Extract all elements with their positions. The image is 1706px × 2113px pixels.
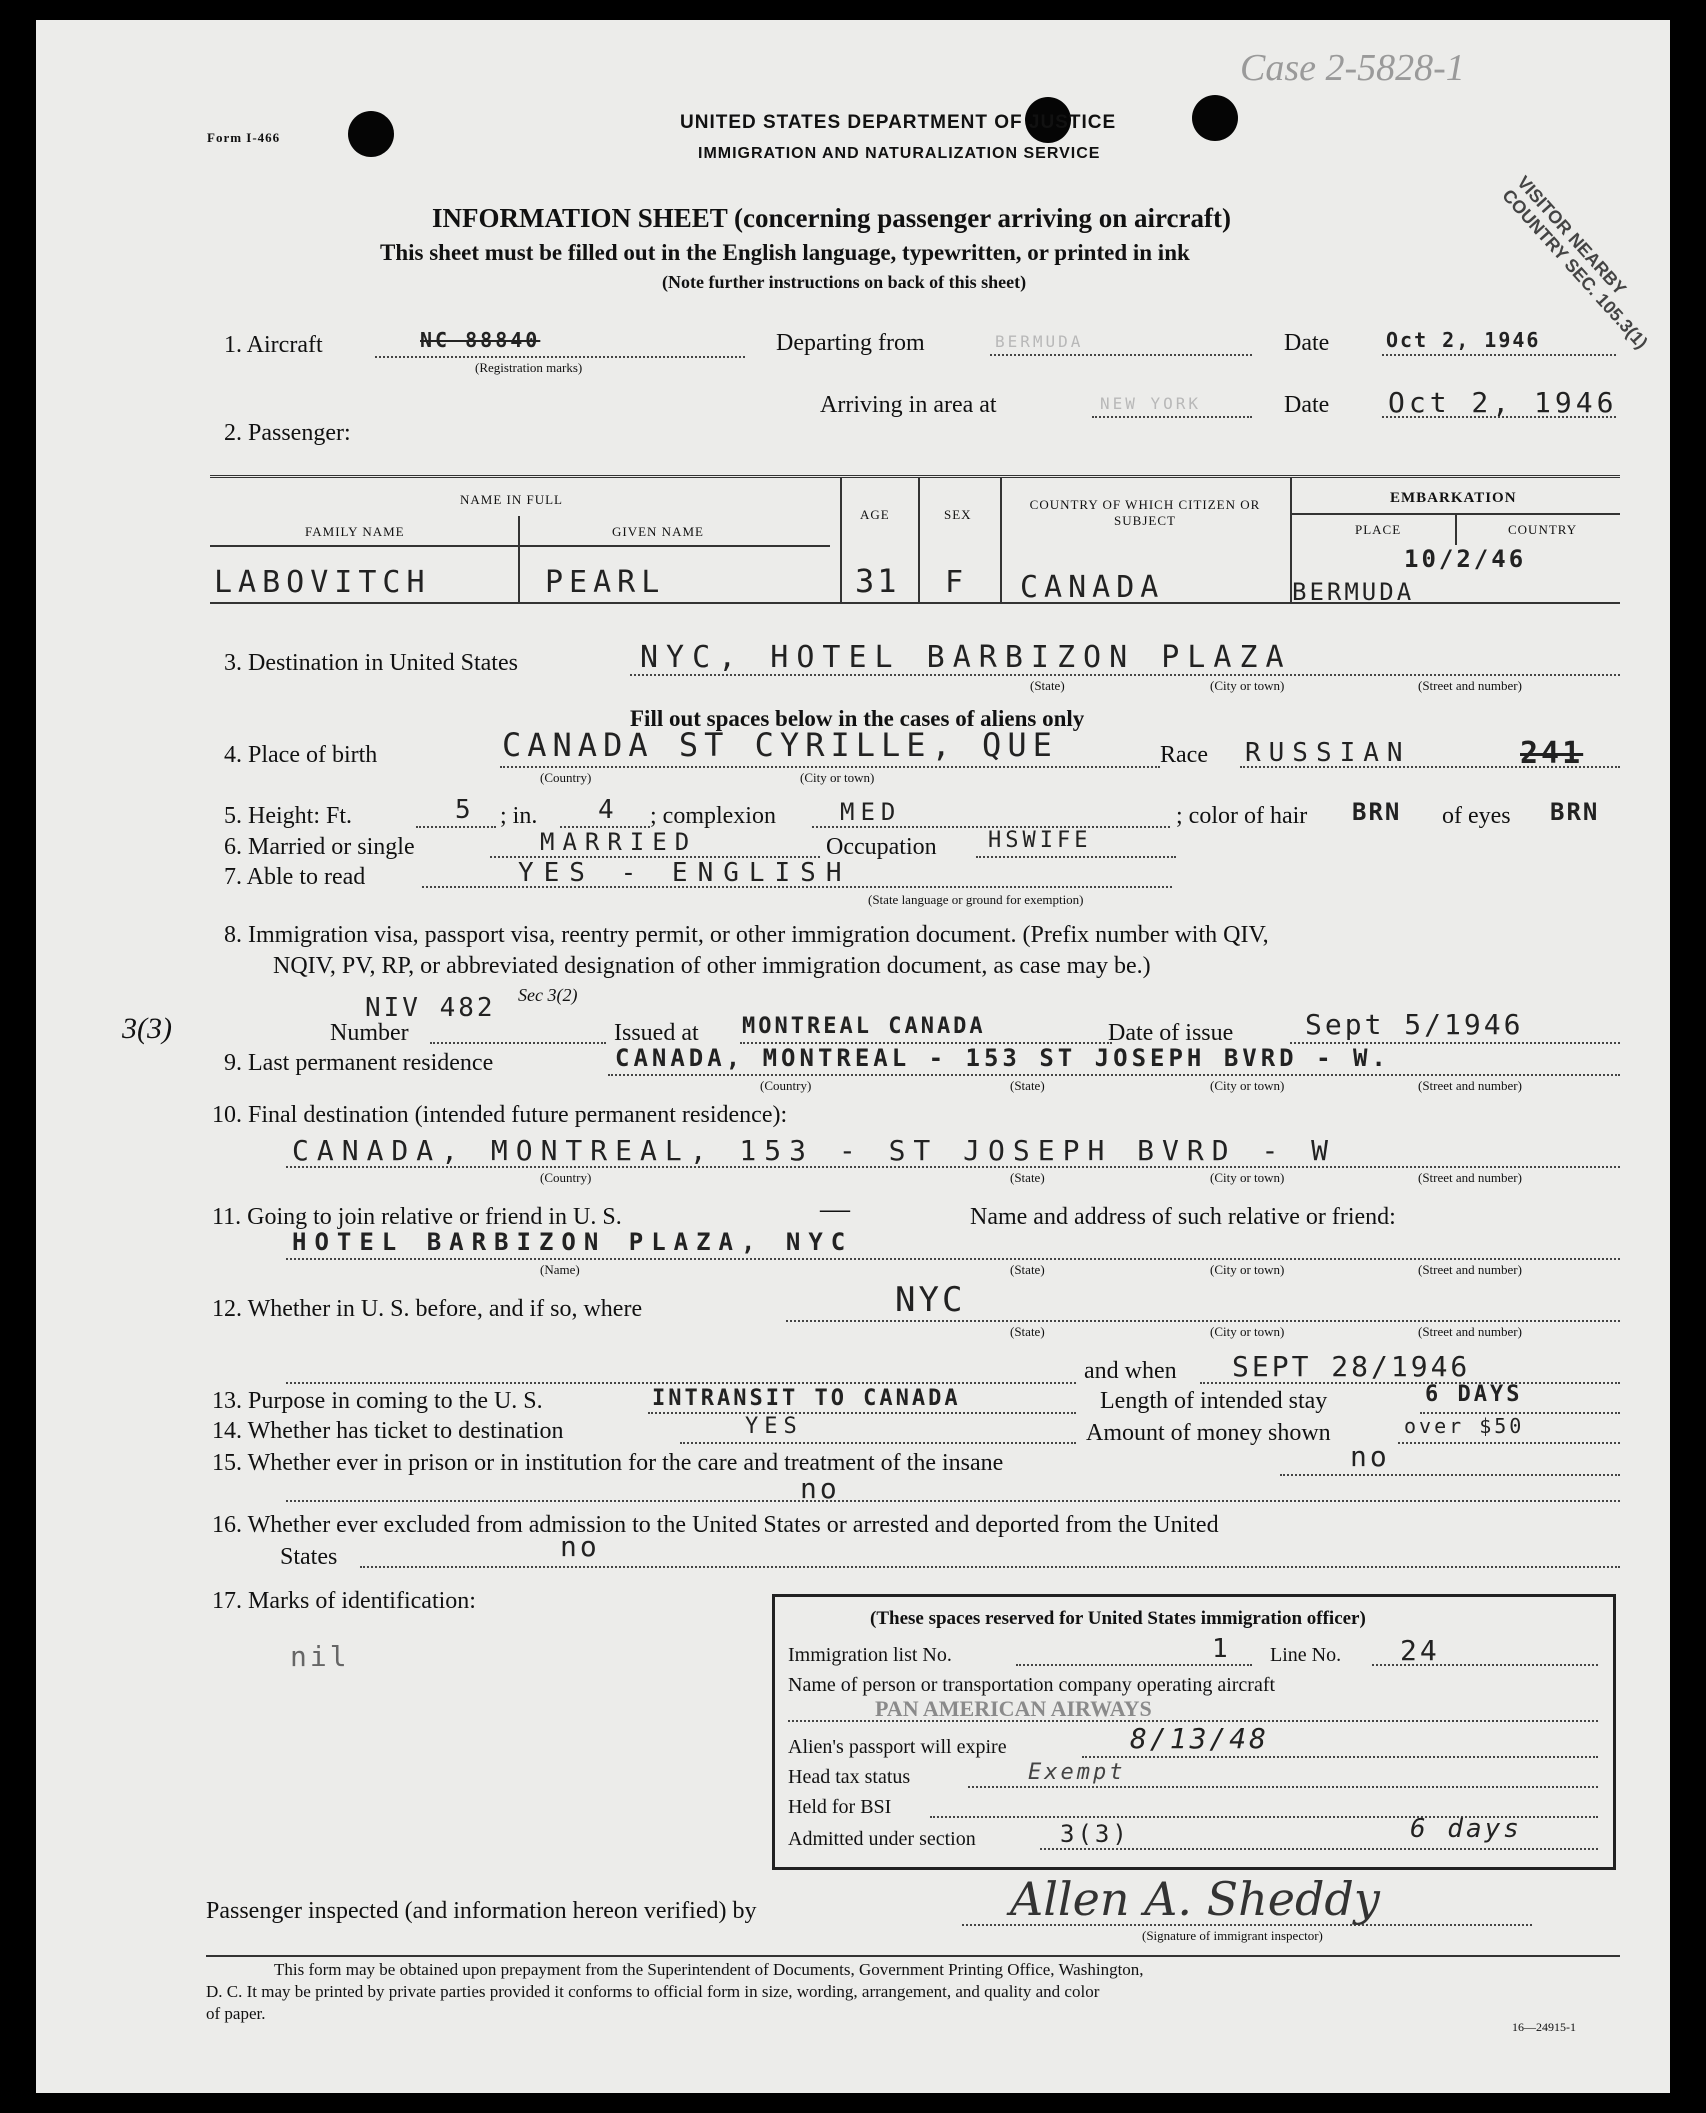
height-inches-value: 4 <box>598 795 617 825</box>
date-value: Oct 2, 1946 <box>1386 328 1541 352</box>
form-code: 16—24915-1 <box>1512 2020 1576 2034</box>
list-value: 1 <box>1212 1634 1231 1664</box>
issued-label: Issued at <box>614 1020 699 1046</box>
fine-print-3: of paper. <box>206 2004 266 2023</box>
family-name-value: LABOVITCH <box>214 565 431 600</box>
page-subtitle: This sheet must be filled out in the English language, typewritten, or printed in ink <box>380 240 1190 265</box>
officer-box-title: (These spaces reserved for United States immigration officer) <box>870 1608 1366 1629</box>
visa-label-1: 8. Immigration visa, passport visa, reentry permit, or other immigration document. (Prefix number with QIV, <box>224 922 1269 948</box>
relative-value: HOTEL BARBIZON PLAZA, NYC <box>292 1228 854 1256</box>
aircraft-label: 1. Aircraft <box>224 332 323 358</box>
service-name: IMMIGRATION AND NATURALIZATION SERVICE <box>698 145 1101 162</box>
street-caption: (Street and number) <box>1418 1170 1522 1185</box>
inspected-label: Passenger inspected (and information hereon verified) by <box>206 1898 757 1924</box>
occupation-value: HSWIFE <box>988 828 1092 853</box>
complexion-label: ; complexion <box>650 803 776 829</box>
excluded-label-2: States <box>280 1544 338 1570</box>
registration-caption: (Registration marks) <box>475 360 583 375</box>
race-value: RUSSIAN <box>1245 738 1411 768</box>
residence-label: 9. Last permanent residence <box>224 1050 494 1076</box>
section-value: 3(3) <box>1060 1820 1130 1848</box>
date2-label: Date <box>1284 392 1330 418</box>
read-label: 7. Able to read <box>224 864 366 890</box>
issued-value: MONTREAL CANADA <box>742 1014 986 1039</box>
state-caption: (State) <box>1010 1324 1045 1339</box>
excluded-label-1: 16. Whether ever excluded from admission to the United States or arrested and deported from the United <box>212 1512 1219 1538</box>
visa-number-label: Number <box>330 1020 409 1046</box>
stay-value: 6 DAYS <box>1425 1382 1523 1407</box>
inspector-signature: Allen A. Sheddy <box>1010 1872 1380 1926</box>
aircraft-value: NC 88840 <box>420 328 541 352</box>
birthplace-value: CANADA ST CYRILLE, QUE <box>502 726 1058 764</box>
street-caption: (Street and number) <box>1418 1078 1522 1093</box>
fine-print-1: This form may be obtained upon prepayment from the Superintendent of Documents, Government Printing Office, Washington, <box>274 1960 1144 1979</box>
city-caption: (City or town) <box>1210 1262 1285 1277</box>
identification-label: 17. Marks of identification: <box>212 1588 476 1614</box>
margin-note: 3(3) <box>122 1012 172 1045</box>
stay-label: Length of intended stay <box>1100 1388 1328 1414</box>
marital-value: MARRIED <box>540 828 698 856</box>
prison-value: no <box>1350 1440 1390 1473</box>
height-label: 5. Height: Ft. <box>224 803 353 829</box>
bsi-label: Held for BSI <box>788 1796 892 1818</box>
fine-print-2: D. C. It may be printed by private parties provided it conforms to official form in size, wording, arrangement, and quality and color <box>206 1982 1100 2001</box>
birthplace-label: 4. Place of birth <box>224 742 378 768</box>
city-caption: (City or town) <box>1210 1324 1285 1339</box>
list-label: Immigration list No. <box>788 1644 952 1666</box>
city-caption: (City or town) <box>1210 678 1285 693</box>
section-label: Admitted under section <box>788 1828 976 1850</box>
street-caption: (Street and number) <box>1418 678 1522 693</box>
ticket-value: YES <box>745 1414 803 1439</box>
prison-label: 15. Whether ever in prison or in institution for the care and treatment of the insane <box>212 1450 1004 1476</box>
date2-value: Oct 2, 1946 <box>1388 386 1618 419</box>
visitor-stamp: VISITOR NEARBY COUNTRY SEC. 105.3(1) <box>1498 172 1652 353</box>
passport-label: Alien's passport will expire <box>788 1736 1007 1758</box>
embarkation-header: EMBARKATION <box>1390 490 1517 506</box>
date-label: Date <box>1284 330 1330 356</box>
marital-label: 6. Married or single <box>224 834 415 860</box>
country-header: COUNTRY <box>1508 522 1578 537</box>
read-caption: (State language or ground for exemption) <box>868 892 1084 907</box>
carrier-label: Name of person or transportation company operating aircraft <box>788 1674 1276 1696</box>
instructions-note: (Note further instructions on back of this sheet) <box>662 272 1027 292</box>
relative-label: 11. Going to join relative or friend in U. S. <box>212 1204 622 1230</box>
eyes-value: BRN <box>1550 798 1600 826</box>
state-caption: (State) <box>1030 678 1065 693</box>
when-value: SEPT 28/1946 <box>1232 1350 1471 1383</box>
citizen-value: CANADA <box>1020 570 1165 605</box>
relative-dash: — <box>820 1192 850 1225</box>
sex-header: SEX <box>944 507 972 522</box>
page-title: INFORMATION SHEET (concerning passenger arriving on aircraft) <box>432 203 1231 233</box>
departing-value: BERMUDA <box>995 332 1084 351</box>
purpose-label: 13. Purpose in coming to the U. S. <box>212 1388 543 1414</box>
read-value: YES - ENGLISH <box>518 858 852 888</box>
money-label: Amount of money shown <box>1086 1420 1331 1446</box>
place-header: PLACE <box>1355 522 1402 537</box>
visa-number-value: NIV 482 <box>365 993 496 1023</box>
previous-visit-label: 12. Whether in U. S. before, and if so, where <box>212 1296 643 1322</box>
case-number: Case 2-5828-1 <box>1240 47 1465 89</box>
aliens-note: Fill out spaces below in the cases of aliens only <box>630 706 1085 731</box>
name-caption: (Name) <box>540 1262 580 1277</box>
hair-label: ; color of hair <box>1176 803 1308 829</box>
inches-label: ; in. <box>500 803 538 829</box>
section-days: 6 days <box>1410 1814 1522 1844</box>
country-caption: (Country) <box>540 1170 592 1185</box>
destination-label: 3. Destination in United States <box>224 650 518 676</box>
final-destination-value: CANADA, MONTREAL, 153 - ST JOSEPH BVRD - W <box>292 1134 1337 1167</box>
purpose-value: INTRANSIT TO CANADA <box>652 1386 961 1411</box>
embark-date-value: 10/2/46 <box>1404 545 1527 573</box>
headtax-value: Exempt <box>1028 1760 1126 1785</box>
ticket-label: 14. Whether has ticket to destination <box>212 1418 564 1444</box>
occupation-label: Occupation <box>826 834 937 860</box>
complexion-value: MED <box>840 798 902 826</box>
issue-date-label: Date of issue <box>1108 1020 1234 1046</box>
race-code: 241 <box>1520 736 1584 771</box>
form-number: Form I-466 <box>207 130 281 145</box>
carrier-value: PAN AMERICAN AIRWAYS <box>875 1696 1152 1721</box>
punch-hole <box>348 111 394 157</box>
age-header: AGE <box>860 507 890 522</box>
given-name-value: PEARL <box>545 565 666 600</box>
passenger-label: 2. Passenger: <box>224 420 351 446</box>
line-value: 24 <box>1400 1634 1440 1667</box>
visa-section: Sec 3(2) <box>518 985 578 1005</box>
race-label: Race <box>1160 742 1208 768</box>
arriving-label: Arriving in area at <box>820 392 997 418</box>
city-caption: (City or town) <box>1210 1078 1285 1093</box>
embark-place-value: BERMUDA <box>1292 578 1415 606</box>
departing-label: Departing from <box>776 330 925 356</box>
prison-value-2: no <box>800 1472 840 1505</box>
state-caption: (State) <box>1010 1262 1045 1277</box>
city-caption: (City or town) <box>800 770 875 785</box>
eyes-label: of eyes <box>1442 803 1511 829</box>
age-value: 31 <box>855 562 900 600</box>
name-in-full-header: NAME IN FULL <box>460 492 563 507</box>
state-caption: (State) <box>1010 1078 1045 1093</box>
street-caption: (Street and number) <box>1418 1324 1522 1339</box>
family-name-header: FAMILY NAME <box>305 524 405 539</box>
sex-value: F <box>945 565 967 600</box>
relative-address-label: Name and address of such relative or friend: <box>970 1204 1396 1230</box>
state-caption: (State) <box>1010 1170 1045 1185</box>
country-caption: (Country) <box>540 770 592 785</box>
arriving-value: NEW YORK <box>1100 394 1202 413</box>
headtax-label: Head tax status <box>788 1766 911 1788</box>
line-label: Line No. <box>1270 1644 1342 1666</box>
signature-caption: (Signature of immigrant inspector) <box>1142 1928 1323 1943</box>
country-caption: (Country) <box>760 1078 812 1093</box>
hair-value: BRN <box>1352 798 1402 826</box>
passport-value: 8/13/48 <box>1130 1722 1270 1755</box>
city-caption: (City or town) <box>1210 1170 1285 1185</box>
previous-visit-value: NYC <box>895 1280 966 1320</box>
punch-hole <box>1192 95 1238 141</box>
final-destination-label: 10. Final destination (intended future permanent residence): <box>212 1102 788 1128</box>
department-name: UNITED STATES DEPARTMENT OF JUSTICE <box>680 112 1117 133</box>
height-feet-value: 5 <box>455 795 474 825</box>
money-value: over $50 <box>1404 1414 1525 1438</box>
visa-label-2: NQIV, PV, RP, or abbreviated designation of other immigration document, as case may be.) <box>273 953 1151 979</box>
issue-date-value: Sept 5/1946 <box>1305 1008 1524 1041</box>
excluded-value: no <box>560 1530 600 1563</box>
street-caption: (Street and number) <box>1418 1262 1522 1277</box>
destination-value: NYC, HOTEL BARBIZON PLAZA <box>640 640 1292 675</box>
residence-value: CANADA, MONTREAL - 153 ST JOSEPH BVRD - W. <box>615 1044 1390 1072</box>
identification-value: nil <box>290 1640 350 1673</box>
when-label: and when <box>1084 1358 1177 1384</box>
given-name-header: GIVEN NAME <box>612 524 704 539</box>
citizenship-header: COUNTRY OF WHICH CITIZEN OR SUBJECT <box>1029 497 1261 528</box>
